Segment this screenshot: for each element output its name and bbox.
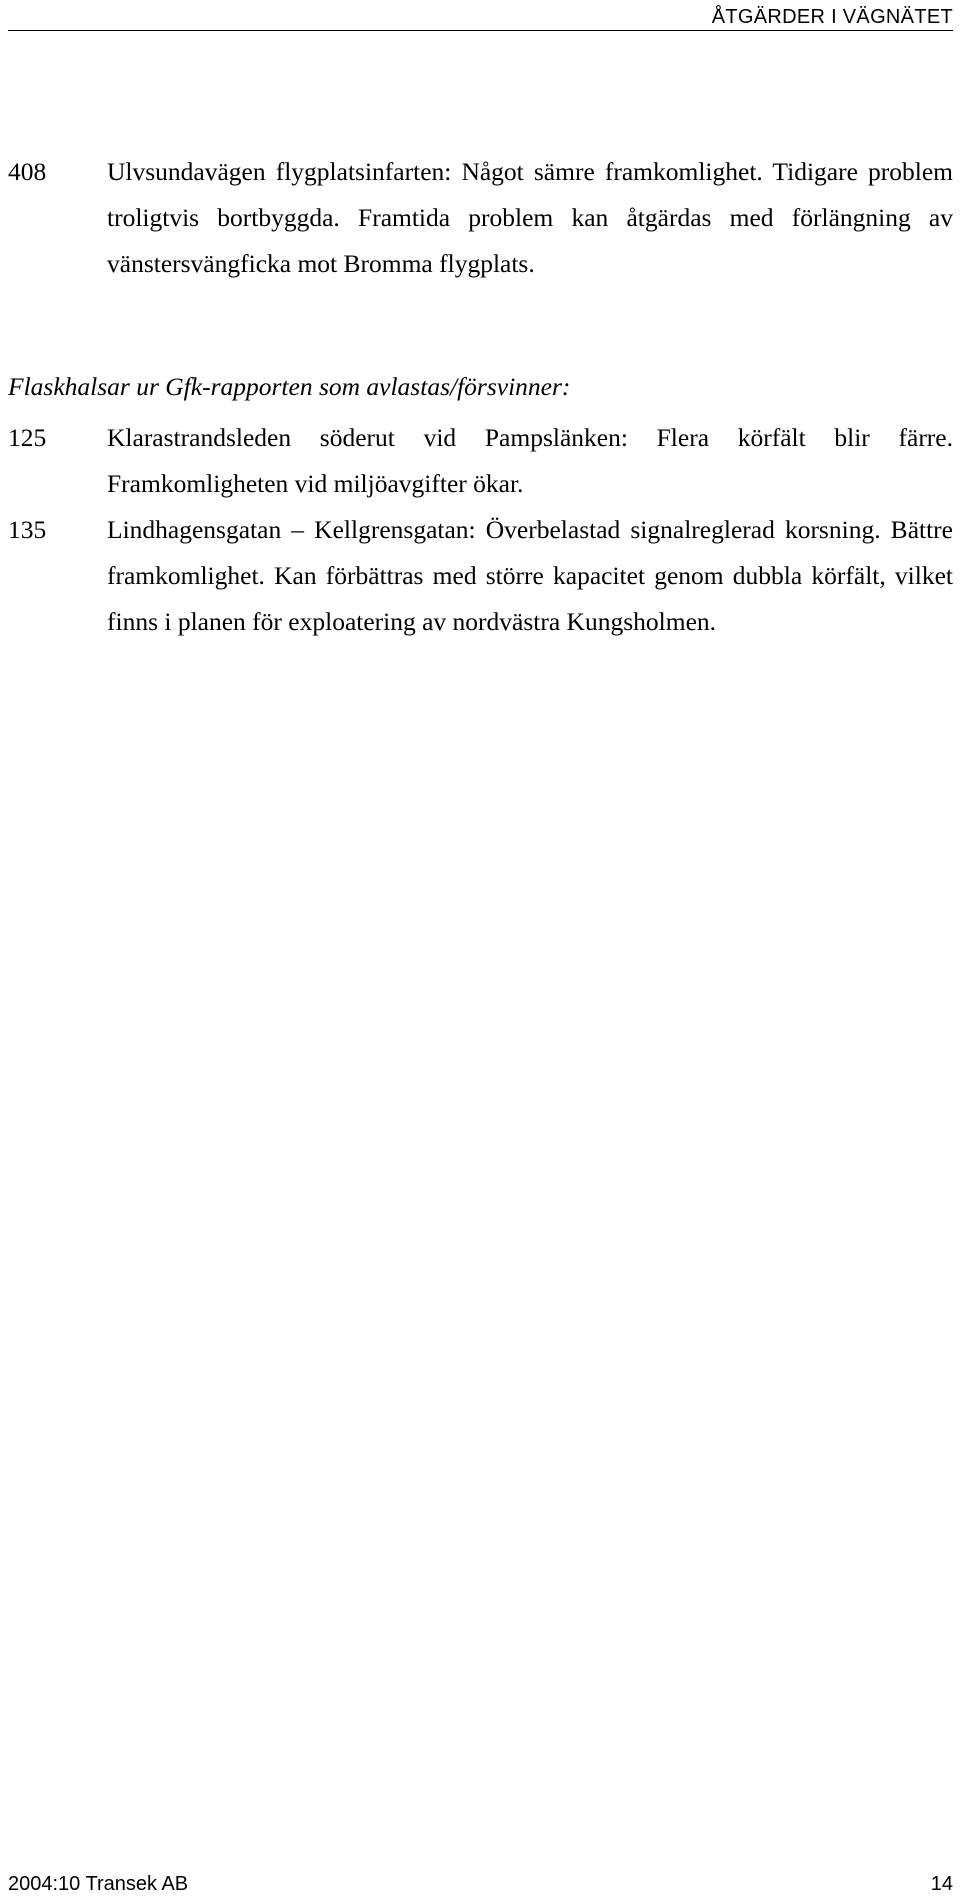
entry-text: Ulvsundavägen flygplatsinfarten: Något sämre framkomlighet. Tidigare problem troligtvis bortbyggda. Framtida problem kan åtgärdas med förlängning av vänstersvängficka mot Bromma flygplats. [107,157,953,278]
section-heading: Flaskhalsar ur Gfk-rapporten som avlastas/försvinner: [8,372,571,401]
entry-number: 408 [8,157,47,186]
footer-report-id: 2004:10 Transek AB [8,1873,189,1895]
page-header [8,6,953,31]
footer-page-number: 14 [930,1873,953,1895]
entry-number: 135 [8,515,47,544]
entry-text: Lindhagensgatan – Kellgrensgatan: Överbelastad signalreglerad korsning. Bättre framkomlighet. Kan förbättras med större kapacitet genom dubbla körfält, vilket finns i planen för exploatering av nordvästra Kungsholmen. [107,515,953,636]
header-title: ÅTGÄRDER I VÄGNÄTET [711,6,953,28]
entry-number: 125 [8,423,47,452]
entry-text: Klarastrandsleden söderut vid Pampslänken: Flera körfält blir färre. Framkomligheten vid miljöavgifter ökar. [107,423,953,498]
